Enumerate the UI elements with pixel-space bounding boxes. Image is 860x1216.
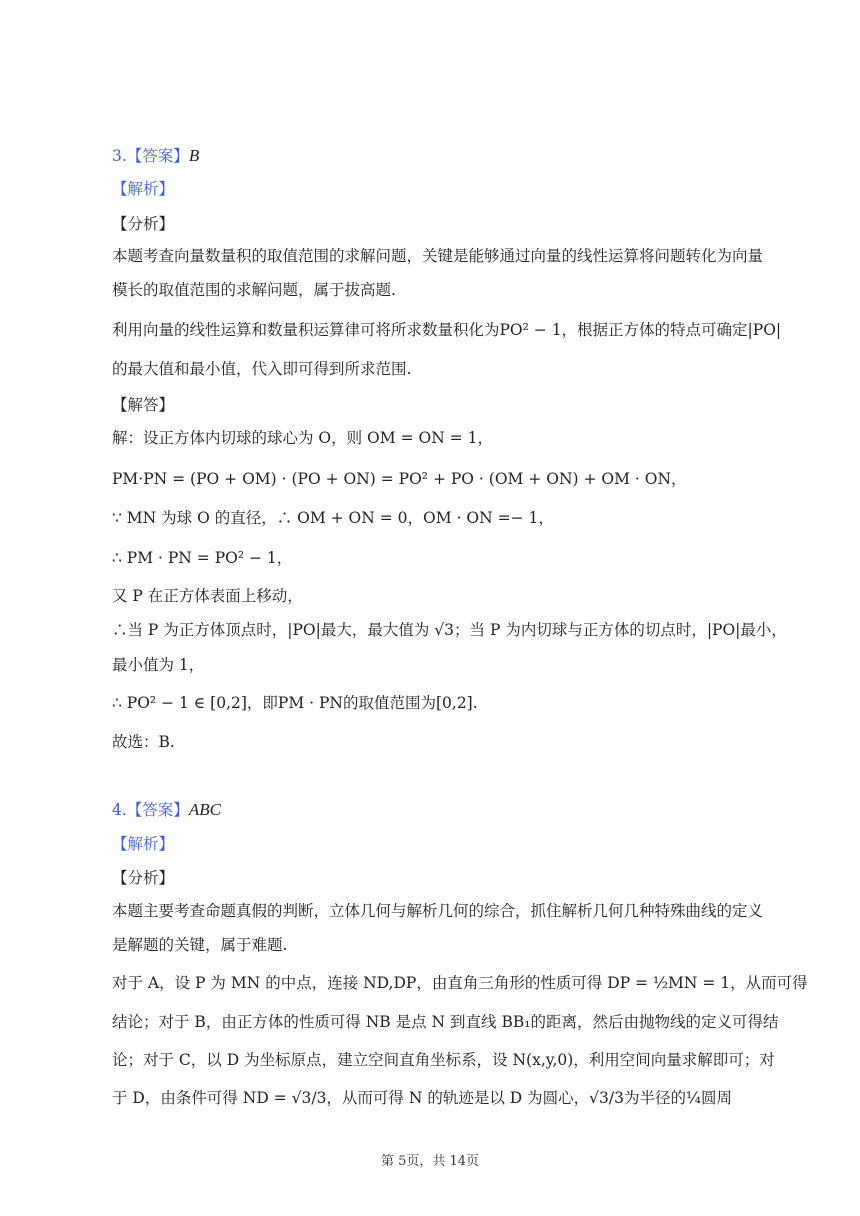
q3-solution-2: PM·PN = (PO + OM) · (PO + ON) = PO² + PO · (OM + ON) + OM · ON，: [112, 470, 687, 488]
q3-analysis-1: 本题考查向量数量积的取值范围的求解问题，关键是能够通过向量的线性运算将问题转化为向量: [112, 247, 764, 265]
q3-solution-4: ∴ PM · PN = PO² − 1，: [112, 549, 293, 567]
q3-solution-9: 故选：B.: [112, 733, 175, 751]
page-footer: 第 5页，共 14页: [380, 1154, 480, 1169]
q3-number: 3.: [112, 147, 127, 165]
q4-answer-line: [112, 800, 748, 820]
q4-analysis-4: 结论；对于 B，由正方体的性质可得 NB 是点 N 到直线 BB₁的距离，然后由抛物线的定义可得结: [112, 1013, 779, 1031]
q3-jieda: 【解答】: [112, 396, 175, 414]
q4-answer: ABC: [188, 800, 221, 819]
q4-analysis-1: 本题主要考查命题真假的判断，立体几何与解析几何的综合，抓住解析几何几种特殊曲线的定义: [112, 902, 764, 920]
q3-solution-8: ∴ PO² − 1 ∈ [0,2]，即PM · PN的取值范围为[0,2].: [112, 694, 478, 712]
q4-answer-tag: 【答案】: [126, 801, 189, 819]
q4-number: 4.: [112, 801, 127, 819]
q4-jiexi: 【解析】: [112, 835, 175, 853]
q3-answer-line: [112, 146, 748, 166]
q4-fenxi: 【分析】: [112, 869, 175, 887]
q3-analysis-2: 模长的取值范围的求解问题，属于拔高题.: [112, 281, 396, 299]
q3-solution-1: 解：设正方体内切球的球心为 O，则 OM = ON = 1，: [112, 429, 493, 447]
q3-answer: B: [188, 146, 200, 165]
q4-analysis-5: 论；对于 C，以 D 为坐标原点，建立空间直角坐标系，设 N(x,y,0)，利用空间向量求解即可；对: [112, 1051, 775, 1069]
q4-analysis-3: 对于 A，设 P 为 MN 的中点，连接 ND,DP，由直角三角形的性质可得 DP = ½MN = 1，从而可得: [112, 974, 808, 992]
q3-answer-tag: 【答案】: [126, 147, 189, 165]
q3-solution-6: ∴当 P 为正方体顶点时，|PO|最大，最大值为 √3；当 P 为内切球与正方体的切点时，|PO|最小，: [112, 621, 787, 639]
q3-solution-5: 又 P 在正方体表面上移动，: [112, 587, 303, 605]
q3-solution-7: 最小值为 1，: [112, 656, 205, 674]
q3-solution-3: ∵ MN 为球 O 的直径，∴ OM + ON = 0，OM · ON =− 1，: [112, 509, 554, 527]
q3-analysis-3: 利用向量的线性运算和数量积运算律可将所求数量积化为PO² − 1，根据正方体的特点可确定|PO|: [112, 321, 782, 339]
q4-analysis-6: 于 D，由条件可得 ND = √3/3，从而可得 N 的轨迹是以 D 为圆心，√3/3为半径的¼圆周: [112, 1089, 732, 1107]
q3-fenxi: 【分析】: [112, 215, 175, 233]
q3-analysis-4: 的最大值和最小值，代入即可得到所求范围.: [112, 360, 412, 378]
q4-analysis-2: 是解题的关键，属于难题.: [112, 936, 288, 954]
q3-jiexi: 【解析】: [112, 180, 175, 198]
